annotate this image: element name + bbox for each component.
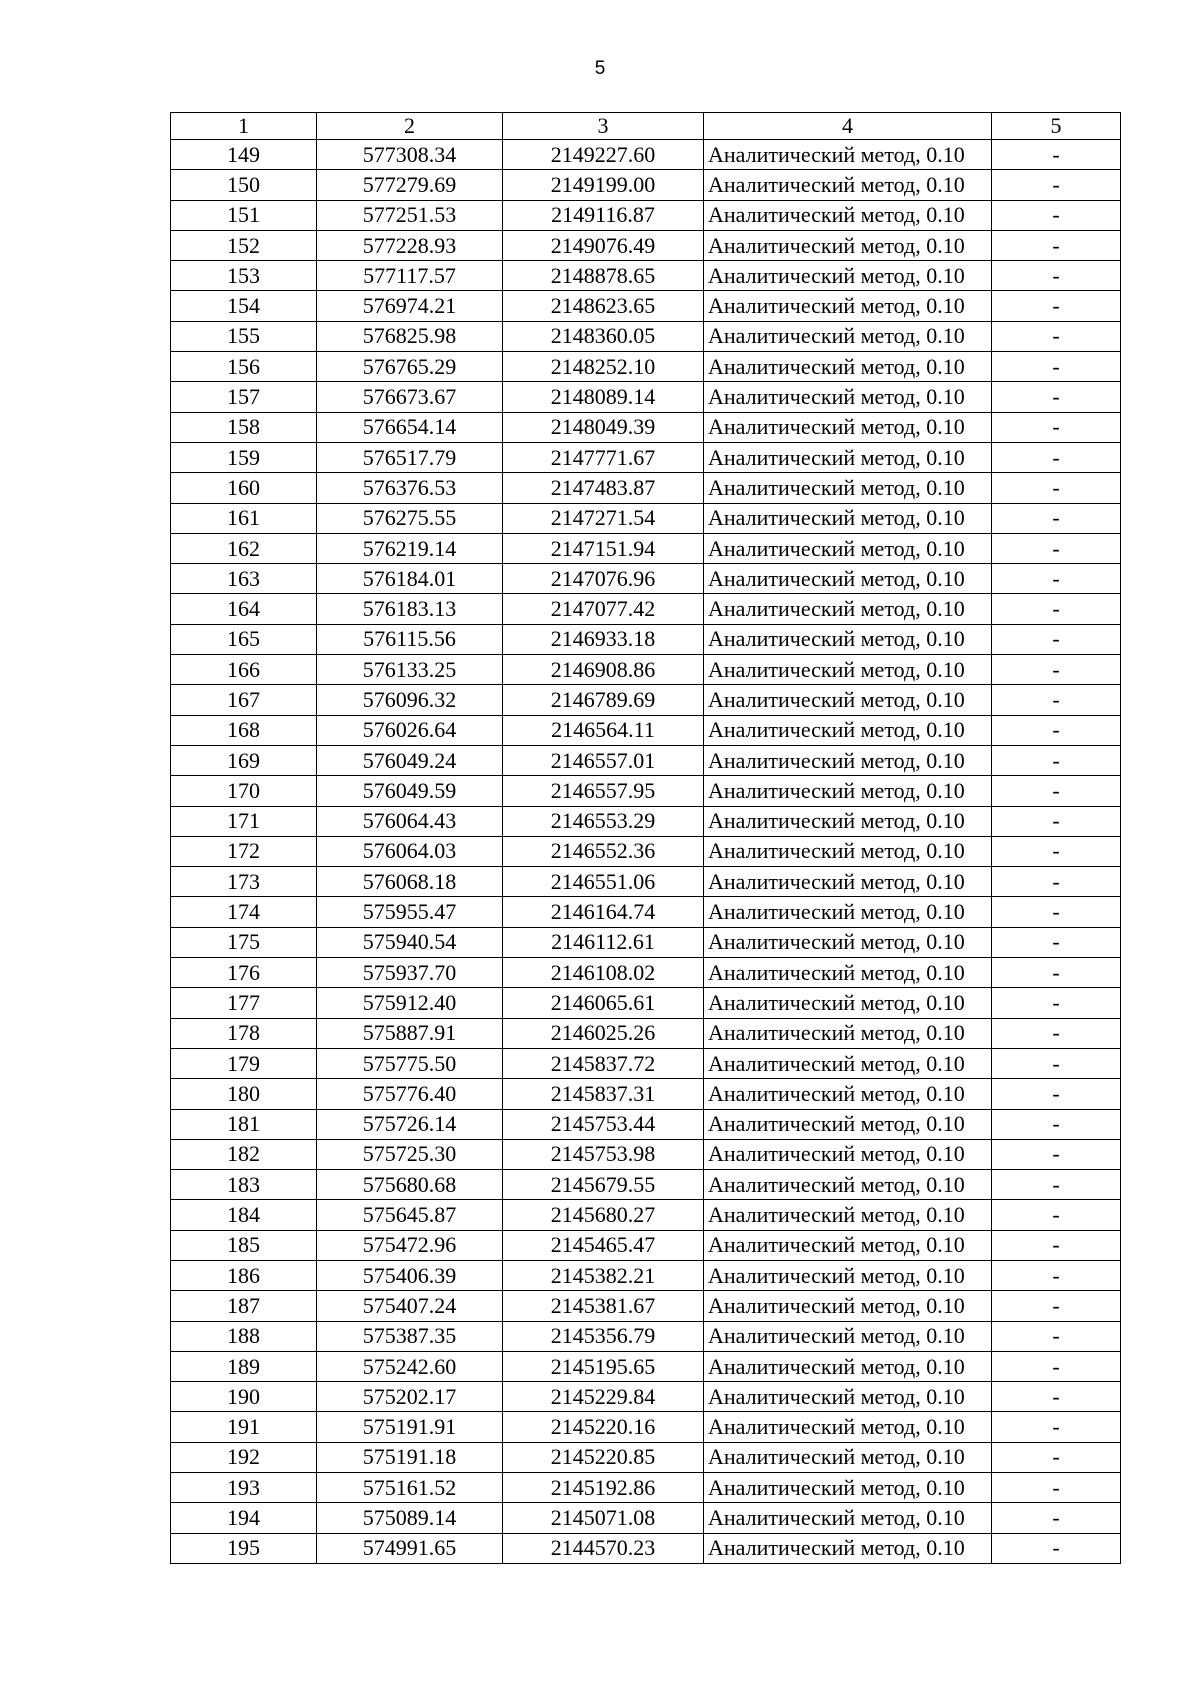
table-row (171, 1139, 1121, 1169)
y-coordinate-cell: 2144570.23 (503, 1533, 704, 1563)
method-cell: Аналитический метод, 0.10 (704, 988, 992, 1018)
y-coordinate-cell: 2147151.94 (503, 533, 704, 563)
table-row (171, 1109, 1121, 1139)
table-row (171, 1170, 1121, 1200)
table-row (171, 412, 1121, 442)
y-coordinate-cell: 2145679.55 (503, 1170, 704, 1200)
table-row (171, 1412, 1121, 1442)
method-cell: Аналитический метод, 0.10 (704, 1503, 992, 1533)
method-cell: Аналитический метод, 0.10 (704, 624, 992, 654)
table-row (171, 1503, 1121, 1533)
table-row (171, 988, 1121, 1018)
y-coordinate-cell: 2145382.21 (503, 1260, 704, 1290)
notes-cell: - (992, 442, 1121, 472)
method-cell: Аналитический метод, 0.10 (704, 1230, 992, 1260)
y-coordinate-cell: 2146557.01 (503, 745, 704, 775)
x-coordinate-cell: 576049.59 (317, 776, 503, 806)
y-coordinate-cell: 2146552.36 (503, 836, 704, 866)
notes-cell: - (992, 503, 1121, 533)
notes-cell: - (992, 1260, 1121, 1290)
point-number-cell: 151 (171, 200, 317, 230)
method-cell: Аналитический метод, 0.10 (704, 1018, 992, 1048)
notes-cell: - (992, 897, 1121, 927)
notes-cell: - (992, 927, 1121, 957)
point-number-cell: 172 (171, 836, 317, 866)
point-number-cell: 157 (171, 382, 317, 412)
point-number-cell: 152 (171, 230, 317, 260)
x-coordinate-cell: 575161.52 (317, 1473, 503, 1503)
method-cell: Аналитический метод, 0.10 (704, 503, 992, 533)
method-cell: Аналитический метод, 0.10 (704, 1533, 992, 1563)
y-coordinate-cell: 2145381.67 (503, 1291, 704, 1321)
method-cell: Аналитический метод, 0.10 (704, 1442, 992, 1472)
y-coordinate-cell: 2148623.65 (503, 291, 704, 321)
x-coordinate-cell: 576184.01 (317, 564, 503, 594)
method-cell: Аналитический метод, 0.10 (704, 1382, 992, 1412)
x-coordinate-cell: 576673.67 (317, 382, 503, 412)
method-cell: Аналитический метод, 0.10 (704, 1170, 992, 1200)
notes-cell: - (992, 1503, 1121, 1533)
notes-cell: - (992, 1533, 1121, 1563)
x-coordinate-cell: 576183.13 (317, 594, 503, 624)
point-number-cell: 186 (171, 1260, 317, 1290)
point-number-cell: 175 (171, 927, 317, 957)
notes-cell: - (992, 321, 1121, 351)
header-col-2: 2 (317, 113, 503, 140)
notes-cell: - (992, 412, 1121, 442)
notes-cell: - (992, 624, 1121, 654)
x-coordinate-cell: 575191.91 (317, 1412, 503, 1442)
table-row (171, 442, 1121, 472)
method-cell: Аналитический метод, 0.10 (704, 1291, 992, 1321)
table-row (171, 958, 1121, 988)
x-coordinate-cell: 575387.35 (317, 1321, 503, 1351)
notes-cell: - (992, 170, 1121, 200)
table-row (171, 503, 1121, 533)
table-row (171, 352, 1121, 382)
x-coordinate-cell: 575776.40 (317, 1079, 503, 1109)
notes-cell: - (992, 806, 1121, 836)
point-number-cell: 153 (171, 261, 317, 291)
notes-cell: - (992, 1048, 1121, 1078)
point-number-cell: 161 (171, 503, 317, 533)
notes-cell: - (992, 776, 1121, 806)
page-number: 5 (594, 58, 606, 79)
point-number-cell: 160 (171, 473, 317, 503)
notes-cell: - (992, 988, 1121, 1018)
y-coordinate-cell: 2145837.72 (503, 1048, 704, 1078)
coordinates-table (170, 112, 1121, 1564)
x-coordinate-cell: 575725.30 (317, 1139, 503, 1169)
y-coordinate-cell: 2149076.49 (503, 230, 704, 260)
x-coordinate-cell: 576049.24 (317, 745, 503, 775)
point-number-cell: 154 (171, 291, 317, 321)
header-row (171, 113, 1121, 140)
notes-cell: - (992, 1109, 1121, 1139)
method-cell: Аналитический метод, 0.10 (704, 442, 992, 472)
x-coordinate-cell: 576376.53 (317, 473, 503, 503)
notes-cell: - (992, 230, 1121, 260)
point-number-cell: 150 (171, 170, 317, 200)
method-cell: Аналитический метод, 0.10 (704, 685, 992, 715)
x-coordinate-cell: 576115.56 (317, 624, 503, 654)
table-row (171, 1533, 1121, 1563)
point-number-cell: 156 (171, 352, 317, 382)
method-cell: Аналитический метод, 0.10 (704, 1412, 992, 1442)
table-row (171, 321, 1121, 351)
method-cell: Аналитический метод, 0.10 (704, 291, 992, 321)
header-col-4: 4 (704, 113, 992, 140)
y-coordinate-cell: 2146553.29 (503, 806, 704, 836)
x-coordinate-cell: 576765.29 (317, 352, 503, 382)
table-row (171, 1473, 1121, 1503)
x-coordinate-cell: 576654.14 (317, 412, 503, 442)
table-row (171, 533, 1121, 563)
table-row (171, 1321, 1121, 1351)
method-cell: Аналитический метод, 0.10 (704, 776, 992, 806)
point-number-cell: 178 (171, 1018, 317, 1048)
notes-cell: - (992, 655, 1121, 685)
point-number-cell: 165 (171, 624, 317, 654)
point-number-cell: 194 (171, 1503, 317, 1533)
x-coordinate-cell: 576026.64 (317, 715, 503, 745)
x-coordinate-cell: 575912.40 (317, 988, 503, 1018)
y-coordinate-cell: 2147076.96 (503, 564, 704, 594)
y-coordinate-cell: 2146551.06 (503, 867, 704, 897)
point-number-cell: 158 (171, 412, 317, 442)
point-number-cell: 179 (171, 1048, 317, 1078)
method-cell: Аналитический метод, 0.10 (704, 140, 992, 170)
table-row (171, 1382, 1121, 1412)
point-number-cell: 168 (171, 715, 317, 745)
y-coordinate-cell: 2146789.69 (503, 685, 704, 715)
y-coordinate-cell: 2145229.84 (503, 1382, 704, 1412)
y-coordinate-cell: 2148252.10 (503, 352, 704, 382)
y-coordinate-cell: 2145071.08 (503, 1503, 704, 1533)
point-number-cell: 193 (171, 1473, 317, 1503)
y-coordinate-cell: 2149227.60 (503, 140, 704, 170)
y-coordinate-cell: 2145220.85 (503, 1442, 704, 1472)
table-row (171, 655, 1121, 685)
notes-cell: - (992, 958, 1121, 988)
method-cell: Аналитический метод, 0.10 (704, 594, 992, 624)
y-coordinate-cell: 2145680.27 (503, 1200, 704, 1230)
y-coordinate-cell: 2146933.18 (503, 624, 704, 654)
table-row (171, 473, 1121, 503)
y-coordinate-cell: 2147077.42 (503, 594, 704, 624)
x-coordinate-cell: 575645.87 (317, 1200, 503, 1230)
x-coordinate-cell: 575937.70 (317, 958, 503, 988)
method-cell: Аналитический метод, 0.10 (704, 1109, 992, 1139)
x-coordinate-cell: 574991.65 (317, 1533, 503, 1563)
table-row (171, 140, 1121, 170)
method-cell: Аналитический метод, 0.10 (704, 1473, 992, 1503)
y-coordinate-cell: 2146025.26 (503, 1018, 704, 1048)
table-row (171, 867, 1121, 897)
notes-cell: - (992, 1018, 1121, 1048)
method-cell: Аналитический метод, 0.10 (704, 230, 992, 260)
point-number-cell: 191 (171, 1412, 317, 1442)
table-header (171, 113, 1121, 140)
notes-cell: - (992, 1473, 1121, 1503)
x-coordinate-cell: 576219.14 (317, 533, 503, 563)
table-row (171, 1018, 1121, 1048)
method-cell: Аналитический метод, 0.10 (704, 170, 992, 200)
notes-cell: - (992, 1351, 1121, 1381)
method-cell: Аналитический метод, 0.10 (704, 382, 992, 412)
notes-cell: - (992, 1139, 1121, 1169)
point-number-cell: 176 (171, 958, 317, 988)
table-row (171, 564, 1121, 594)
method-cell: Аналитический метод, 0.10 (704, 806, 992, 836)
y-coordinate-cell: 2147483.87 (503, 473, 704, 503)
x-coordinate-cell: 575887.91 (317, 1018, 503, 1048)
table-row (171, 382, 1121, 412)
table-row (171, 261, 1121, 291)
method-cell: Аналитический метод, 0.10 (704, 412, 992, 442)
x-coordinate-cell: 576064.03 (317, 836, 503, 866)
header-col-3: 3 (503, 113, 704, 140)
point-number-cell: 167 (171, 685, 317, 715)
point-number-cell: 190 (171, 1382, 317, 1412)
point-number-cell: 184 (171, 1200, 317, 1230)
method-cell: Аналитический метод, 0.10 (704, 321, 992, 351)
table-row (171, 1351, 1121, 1381)
x-coordinate-cell: 576517.79 (317, 442, 503, 472)
method-cell: Аналитический метод, 0.10 (704, 715, 992, 745)
notes-cell: - (992, 291, 1121, 321)
point-number-cell: 174 (171, 897, 317, 927)
point-number-cell: 149 (171, 140, 317, 170)
notes-cell: - (992, 745, 1121, 775)
table-row (171, 1442, 1121, 1472)
x-coordinate-cell: 575191.18 (317, 1442, 503, 1472)
y-coordinate-cell: 2146164.74 (503, 897, 704, 927)
point-number-cell: 195 (171, 1533, 317, 1563)
table-row (171, 1230, 1121, 1260)
x-coordinate-cell: 577117.57 (317, 261, 503, 291)
table-row (171, 776, 1121, 806)
point-number-cell: 177 (171, 988, 317, 1018)
point-number-cell: 162 (171, 533, 317, 563)
notes-cell: - (992, 1412, 1121, 1442)
point-number-cell: 181 (171, 1109, 317, 1139)
notes-cell: - (992, 564, 1121, 594)
table-row (171, 745, 1121, 775)
notes-cell: - (992, 261, 1121, 291)
method-cell: Аналитический метод, 0.10 (704, 1351, 992, 1381)
notes-cell: - (992, 140, 1121, 170)
point-number-cell: 163 (171, 564, 317, 594)
table-row (171, 230, 1121, 260)
method-cell: Аналитический метод, 0.10 (704, 958, 992, 988)
method-cell: Аналитический метод, 0.10 (704, 1079, 992, 1109)
x-coordinate-cell: 576068.18 (317, 867, 503, 897)
method-cell: Аналитический метод, 0.10 (704, 1048, 992, 1078)
point-number-cell: 185 (171, 1230, 317, 1260)
point-number-cell: 164 (171, 594, 317, 624)
y-coordinate-cell: 2146108.02 (503, 958, 704, 988)
x-coordinate-cell: 575407.24 (317, 1291, 503, 1321)
y-coordinate-cell: 2147771.67 (503, 442, 704, 472)
notes-cell: - (992, 200, 1121, 230)
method-cell: Аналитический метод, 0.10 (704, 1139, 992, 1169)
x-coordinate-cell: 577251.53 (317, 200, 503, 230)
x-coordinate-cell: 576064.43 (317, 806, 503, 836)
method-cell: Аналитический метод, 0.10 (704, 1321, 992, 1351)
method-cell: Аналитический метод, 0.10 (704, 745, 992, 775)
table-row (171, 1291, 1121, 1321)
method-cell: Аналитический метод, 0.10 (704, 927, 992, 957)
table-row (171, 897, 1121, 927)
y-coordinate-cell: 2145356.79 (503, 1321, 704, 1351)
method-cell: Аналитический метод, 0.10 (704, 836, 992, 866)
point-number-cell: 166 (171, 655, 317, 685)
table-row (171, 200, 1121, 230)
y-coordinate-cell: 2146564.11 (503, 715, 704, 745)
header-col-1: 1 (171, 113, 317, 140)
notes-cell: - (992, 1170, 1121, 1200)
x-coordinate-cell: 577279.69 (317, 170, 503, 200)
x-coordinate-cell: 575089.14 (317, 1503, 503, 1533)
y-coordinate-cell: 2145220.16 (503, 1412, 704, 1442)
y-coordinate-cell: 2149116.87 (503, 200, 704, 230)
x-coordinate-cell: 576096.32 (317, 685, 503, 715)
y-coordinate-cell: 2148360.05 (503, 321, 704, 351)
x-coordinate-cell: 576275.55 (317, 503, 503, 533)
x-coordinate-cell: 575680.68 (317, 1170, 503, 1200)
method-cell: Аналитический метод, 0.10 (704, 1200, 992, 1230)
table-row (171, 594, 1121, 624)
x-coordinate-cell: 577228.93 (317, 230, 503, 260)
table-body (171, 140, 1121, 1564)
point-number-cell: 192 (171, 1442, 317, 1472)
method-cell: Аналитический метод, 0.10 (704, 1260, 992, 1290)
x-coordinate-cell: 575775.50 (317, 1048, 503, 1078)
y-coordinate-cell: 2149199.00 (503, 170, 704, 200)
table-row (171, 836, 1121, 866)
y-coordinate-cell: 2148089.14 (503, 382, 704, 412)
y-coordinate-cell: 2148049.39 (503, 412, 704, 442)
y-coordinate-cell: 2148878.65 (503, 261, 704, 291)
point-number-cell: 187 (171, 1291, 317, 1321)
y-coordinate-cell: 2146557.95 (503, 776, 704, 806)
x-coordinate-cell: 577308.34 (317, 140, 503, 170)
y-coordinate-cell: 2146908.86 (503, 655, 704, 685)
point-number-cell: 170 (171, 776, 317, 806)
method-cell: Аналитический метод, 0.10 (704, 473, 992, 503)
notes-cell: - (992, 836, 1121, 866)
x-coordinate-cell: 576974.21 (317, 291, 503, 321)
notes-cell: - (992, 1442, 1121, 1472)
y-coordinate-cell: 2145195.65 (503, 1351, 704, 1381)
notes-cell: - (992, 594, 1121, 624)
table-row (171, 927, 1121, 957)
method-cell: Аналитический метод, 0.10 (704, 200, 992, 230)
point-number-cell: 182 (171, 1139, 317, 1169)
table-row (171, 1200, 1121, 1230)
notes-cell: - (992, 867, 1121, 897)
point-number-cell: 159 (171, 442, 317, 472)
y-coordinate-cell: 2147271.54 (503, 503, 704, 533)
notes-cell: - (992, 382, 1121, 412)
y-coordinate-cell: 2145753.44 (503, 1109, 704, 1139)
x-coordinate-cell: 575955.47 (317, 897, 503, 927)
table-row (171, 624, 1121, 654)
method-cell: Аналитический метод, 0.10 (704, 655, 992, 685)
method-cell: Аналитический метод, 0.10 (704, 261, 992, 291)
y-coordinate-cell: 2145465.47 (503, 1230, 704, 1260)
notes-cell: - (992, 1079, 1121, 1109)
y-coordinate-cell: 2146112.61 (503, 927, 704, 957)
header-col-5: 5 (992, 113, 1121, 140)
y-coordinate-cell: 2146065.61 (503, 988, 704, 1018)
table-row (171, 685, 1121, 715)
method-cell: Аналитический метод, 0.10 (704, 897, 992, 927)
table-row (171, 1048, 1121, 1078)
notes-cell: - (992, 1382, 1121, 1412)
notes-cell: - (992, 1200, 1121, 1230)
point-number-cell: 169 (171, 745, 317, 775)
notes-cell: - (992, 473, 1121, 503)
y-coordinate-cell: 2145192.86 (503, 1473, 704, 1503)
point-number-cell: 183 (171, 1170, 317, 1200)
table-row (171, 291, 1121, 321)
point-number-cell: 188 (171, 1321, 317, 1351)
x-coordinate-cell: 575202.17 (317, 1382, 503, 1412)
table-row (171, 715, 1121, 745)
x-coordinate-cell: 575726.14 (317, 1109, 503, 1139)
point-number-cell: 171 (171, 806, 317, 836)
point-number-cell: 155 (171, 321, 317, 351)
point-number-cell: 189 (171, 1351, 317, 1381)
x-coordinate-cell: 575472.96 (317, 1230, 503, 1260)
x-coordinate-cell: 575940.54 (317, 927, 503, 957)
table-row (171, 1260, 1121, 1290)
notes-cell: - (992, 1321, 1121, 1351)
y-coordinate-cell: 2145837.31 (503, 1079, 704, 1109)
point-number-cell: 180 (171, 1079, 317, 1109)
table-row (171, 1079, 1121, 1109)
notes-cell: - (992, 715, 1121, 745)
notes-cell: - (992, 1291, 1121, 1321)
y-coordinate-cell: 2145753.98 (503, 1139, 704, 1169)
method-cell: Аналитический метод, 0.10 (704, 564, 992, 594)
notes-cell: - (992, 352, 1121, 382)
notes-cell: - (992, 533, 1121, 563)
x-coordinate-cell: 575242.60 (317, 1351, 503, 1381)
notes-cell: - (992, 685, 1121, 715)
table-row (171, 806, 1121, 836)
notes-cell: - (992, 1230, 1121, 1260)
point-number-cell: 173 (171, 867, 317, 897)
x-coordinate-cell: 575406.39 (317, 1260, 503, 1290)
method-cell: Аналитический метод, 0.10 (704, 533, 992, 563)
method-cell: Аналитический метод, 0.10 (704, 352, 992, 382)
x-coordinate-cell: 576825.98 (317, 321, 503, 351)
method-cell: Аналитический метод, 0.10 (704, 867, 992, 897)
x-coordinate-cell: 576133.25 (317, 655, 503, 685)
table-row (171, 170, 1121, 200)
